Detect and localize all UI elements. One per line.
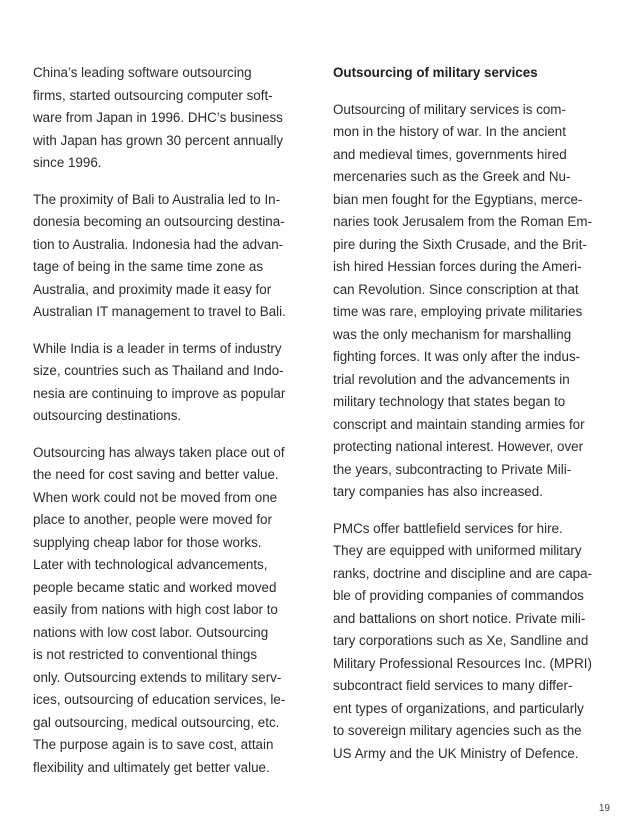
text-line: When work could not be moved from one bbox=[33, 489, 278, 505]
text-line: ish hired Hessian forces during the Ameri- bbox=[333, 259, 582, 274]
left-paragraph-3 bbox=[33, 338, 307, 428]
right-column bbox=[333, 62, 611, 779]
text-line: PMCs offer battlefield services for hire. bbox=[333, 520, 563, 536]
text-line: nesia are continuing to improve as popular bbox=[33, 385, 286, 401]
right-paragraph-2 bbox=[333, 518, 611, 766]
text-line: place to another, people were moved for bbox=[33, 512, 272, 527]
right-paragraph-1 bbox=[333, 99, 611, 504]
text-line: time was rare, employing private militaries bbox=[333, 304, 583, 319]
text-line: since 1996. bbox=[33, 155, 102, 170]
text-line: Outsourcing has always taken place out of bbox=[33, 444, 285, 460]
text-line: conscript and maintain standing armies for bbox=[333, 416, 585, 432]
text-line: ble of providing companies of commandos bbox=[333, 588, 584, 603]
text-line: tage of being in the same time zone as bbox=[33, 259, 264, 274]
left-paragraph-2 bbox=[33, 189, 307, 324]
text-line: was the only mechanism for marshalling bbox=[333, 326, 572, 342]
text-line: The purpose again is to save cost, attain bbox=[33, 737, 274, 752]
text-line: flexibility and ultimately get better value. bbox=[33, 759, 270, 775]
text-line: China’s leading software outsourcing bbox=[33, 65, 252, 80]
section-heading: Outsourcing of military services bbox=[333, 65, 538, 80]
text-line: only. Outsourcing extends to military serv- bbox=[33, 669, 282, 685]
text-line: Later with technological advancements, bbox=[33, 557, 268, 572]
text-line: pire during the Sixth Crusade, and the Brit- bbox=[333, 236, 587, 252]
text-line: trial revolution and the advancements in bbox=[333, 371, 570, 387]
text-line: ranks, doctrine and discipline and are capa- bbox=[333, 565, 593, 581]
text-line: Outsourcing of military services is com- bbox=[333, 101, 566, 117]
text-line: can Revolution. Since conscription at that bbox=[333, 281, 579, 297]
text-line: with Japan has grown 30 percent annually bbox=[33, 132, 284, 148]
text-line: mon in the history of war. In the ancient bbox=[333, 124, 566, 139]
text-line: ices, outsourcing of education services, le- bbox=[33, 692, 286, 707]
text-line: is not restricted to conventional things bbox=[33, 647, 258, 662]
text-line: and medieval times, governments hired bbox=[333, 146, 567, 162]
text-line: protecting national interest. However, over bbox=[333, 439, 584, 454]
text-line: supplying cheap labor for those works. bbox=[33, 534, 262, 550]
text-line: tary companies has also increased. bbox=[333, 484, 543, 499]
text-line: outsourcing destinations. bbox=[33, 408, 182, 423]
text-line: Australian IT management to travel to Bali. bbox=[33, 304, 286, 319]
text-line: nations with low cost labor. Outsourcing bbox=[33, 624, 269, 640]
text-line: naries took Jerusalem from the Roman Em- bbox=[333, 214, 592, 229]
text-line: While India is a leader in terms of industry bbox=[33, 340, 282, 356]
text-line: US Army and the UK Ministry of Defence. bbox=[333, 745, 579, 761]
left-column bbox=[33, 62, 307, 793]
text-line: and battalions on short notice. Private mili- bbox=[333, 610, 586, 626]
text-line: tary corporations such as Xe, Sandline and bbox=[333, 633, 589, 648]
left-paragraph-4 bbox=[33, 442, 307, 780]
text-line: easily from nations with high cost labor to bbox=[33, 602, 278, 617]
text-line: the years, subcontracting to Private Mili- bbox=[333, 461, 572, 477]
text-line: firms, started outsourcing computer soft- bbox=[33, 87, 273, 103]
text-line: people became static and worked moved bbox=[33, 579, 277, 595]
text-line: military technology that states began to bbox=[333, 394, 566, 409]
text-line: mercenaries such as the Greek and Nu- bbox=[333, 169, 571, 184]
text-line: donesia becoming an outsourcing destina- bbox=[33, 214, 285, 229]
text-line: Australia, and proximity made it easy for bbox=[33, 281, 272, 297]
text-line: size, countries such as Thailand and Indo- bbox=[33, 363, 284, 378]
text-line: tion to Australia. Indonesia had the advan- bbox=[33, 236, 284, 252]
text-line: to sovereign military agencies such as the bbox=[333, 723, 582, 738]
page-number: 19 bbox=[598, 803, 610, 814]
text-line: fighting forces. It was only after the indus- bbox=[333, 349, 581, 364]
text-line: subcontract field services to many differ- bbox=[333, 678, 573, 693]
text-line: ent types of organizations, and particularly bbox=[333, 700, 584, 716]
text-line: gal outsourcing, medical outsourcing, etc. bbox=[33, 714, 280, 730]
left-paragraph-1 bbox=[33, 62, 307, 175]
text-line: the need for cost saving and better value. bbox=[33, 467, 279, 482]
text-line: Military Professional Resources Inc. (MPRI) bbox=[333, 655, 592, 671]
text-line: ware from Japan in 1996. DHC’s business bbox=[33, 110, 283, 125]
text-line: The proximity of Bali to Australia led to In- bbox=[33, 191, 281, 207]
text-line: bian men fought for the Egyptians, merce- bbox=[333, 191, 583, 207]
text-line: They are equipped with uniformed military bbox=[333, 543, 582, 558]
